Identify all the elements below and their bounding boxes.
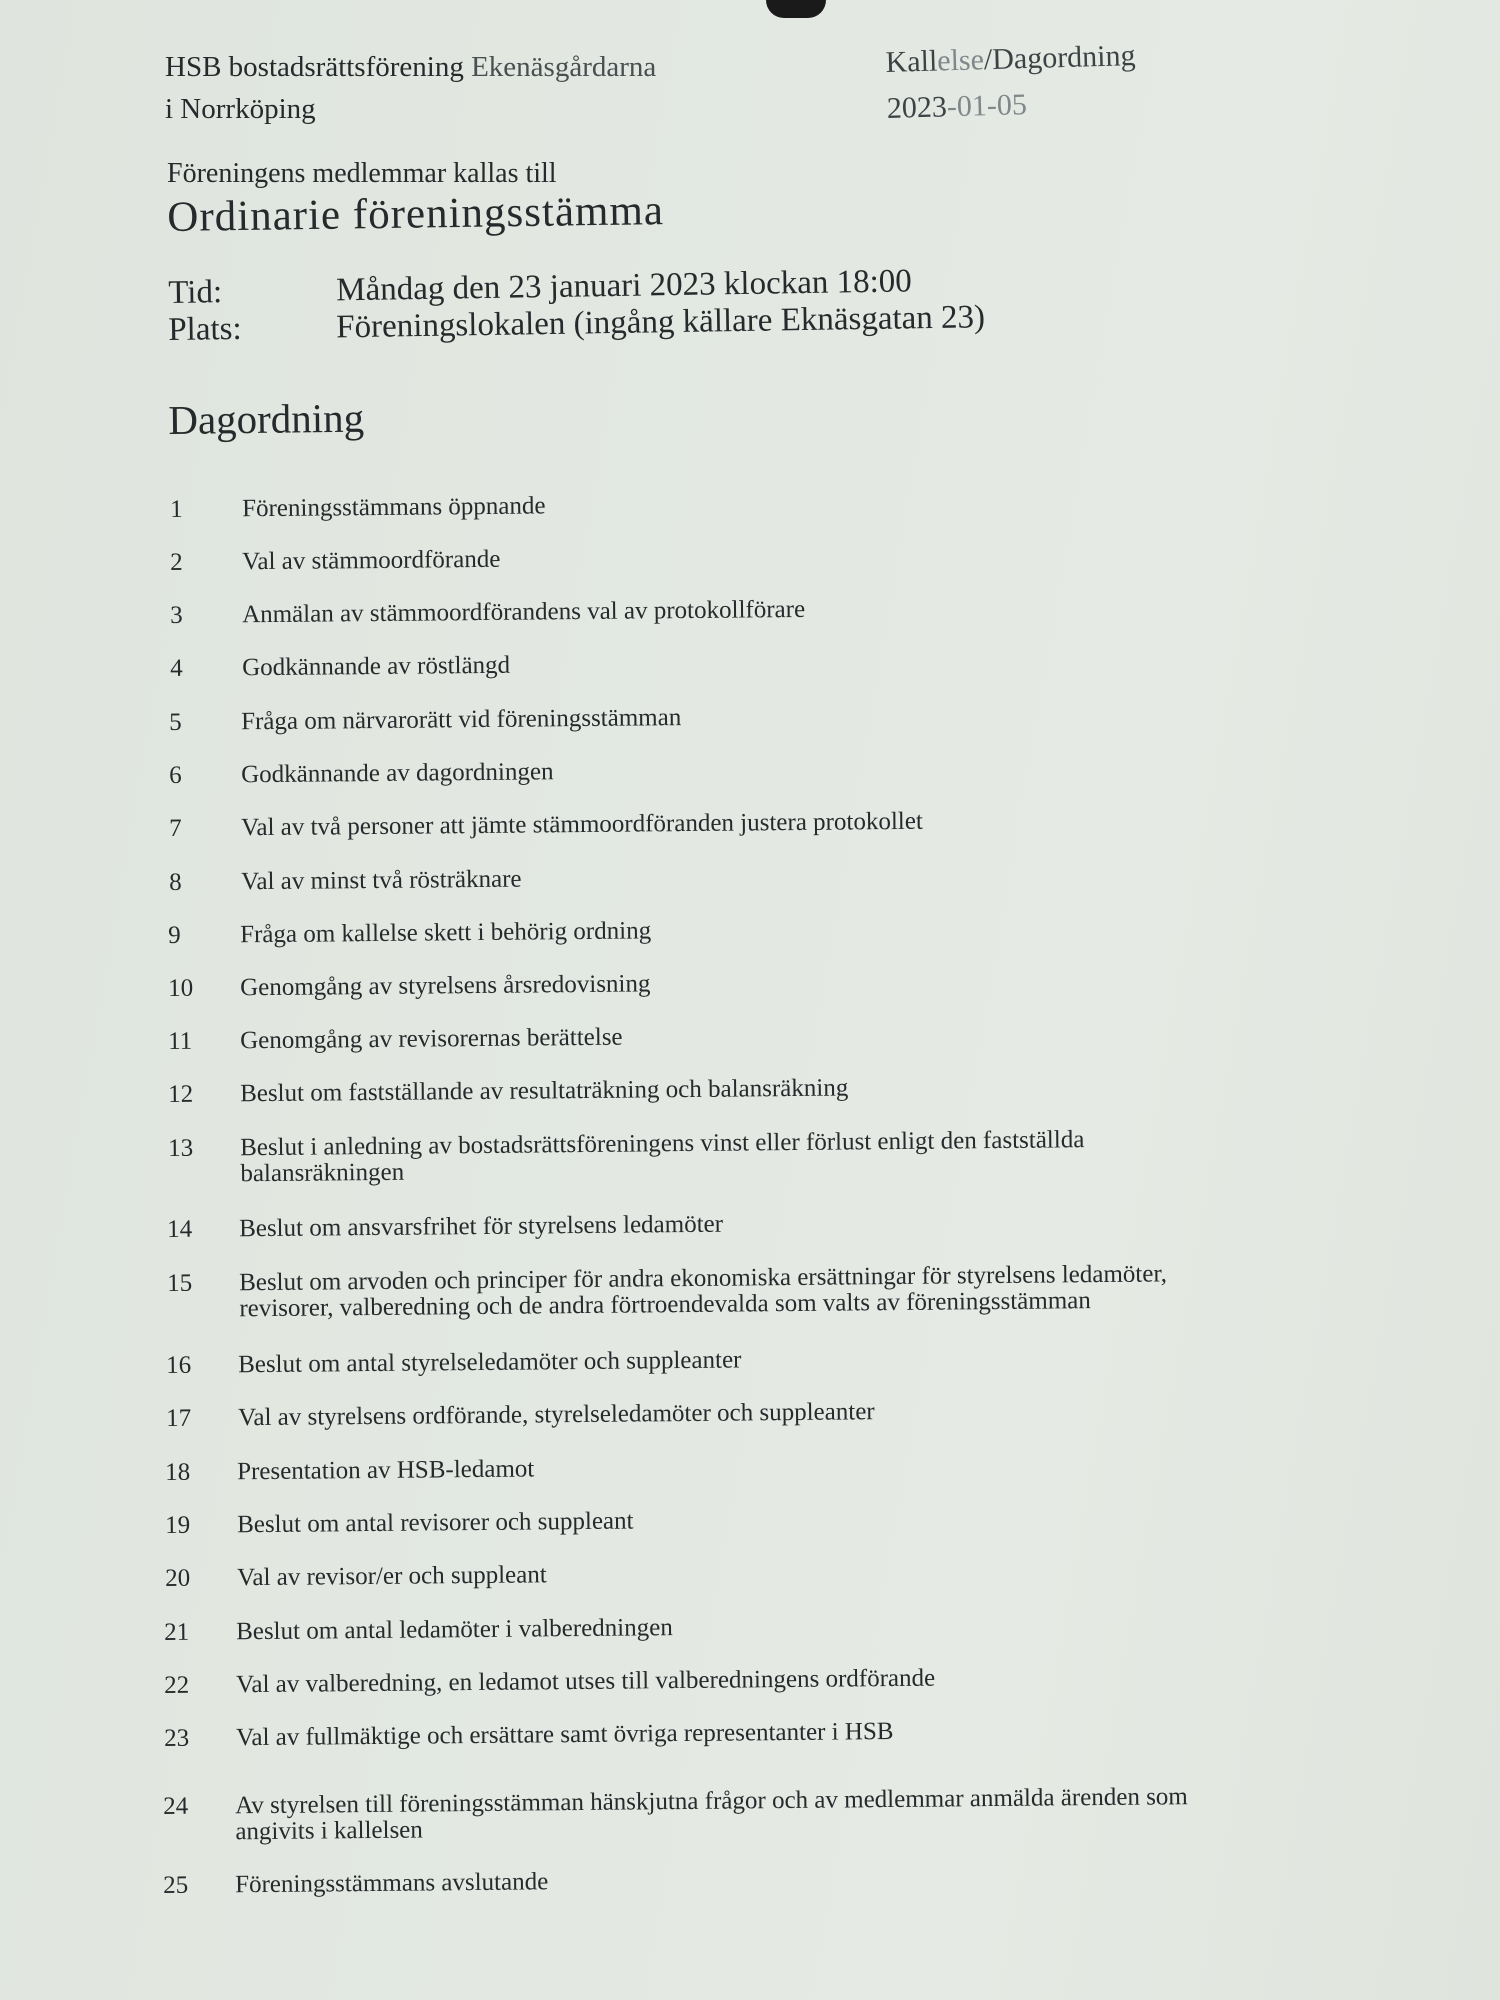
agenda-item-text-line: Anmälan av stämmoordförandens val av protokollförare <box>241 595 806 629</box>
agenda-item-text-line: balansräkningen <box>240 1158 405 1188</box>
agenda-item-number: 1 <box>169 495 183 523</box>
agenda-item-text-line: Beslut om arvoden och principer för andra ekonomiska ersättningar för styrelsens ledamöter, <box>238 1260 1168 1297</box>
agenda-item-text <box>240 1127 1085 1187</box>
agenda-item-number: 4 <box>169 654 183 682</box>
agenda-item-text <box>236 1719 894 1751</box>
agenda-item-text-line: Beslut om antal ledamöter i valberedningen <box>235 1614 673 1646</box>
agenda-item <box>164 1666 935 1699</box>
agenda-item-text <box>242 597 805 628</box>
agenda-item-number: 23 <box>163 1724 190 1752</box>
agenda-item-number: 22 <box>163 1671 190 1699</box>
time-value: Måndag den 23 januari 2023 klockan 18:00 <box>335 263 913 309</box>
agenda-item-number: 19 <box>164 1511 191 1539</box>
agenda-item <box>170 653 510 682</box>
agenda-item <box>165 1562 547 1592</box>
agenda-item-number: 5 <box>168 708 182 736</box>
agenda-item-text <box>236 1666 935 1699</box>
agenda-item-text-line: Beslut om fastställande av resultaträkning och balansräkning <box>239 1074 849 1108</box>
agenda-item-text <box>238 1347 742 1378</box>
agenda-item <box>166 1399 875 1432</box>
agenda-item-text <box>240 1075 848 1107</box>
place-value: Föreningslokalen (ingång källare Eknäsgatan 23) <box>335 299 986 346</box>
agenda-item <box>163 1869 548 1899</box>
agenda-item-text-line: Val av revisor/er och suppleant <box>236 1561 547 1592</box>
agenda-item-text-line: revisorer, valberedning och de andra förtroendevalda som valts av föreningsstämman <box>239 1287 1091 1323</box>
agenda-item-text <box>235 1869 548 1898</box>
time-label: Tid: <box>168 274 223 311</box>
agenda-item <box>168 1127 1085 1188</box>
agenda-item-text <box>240 1025 623 1055</box>
agenda-item-text <box>237 1509 634 1539</box>
agenda-item-text <box>239 1261 1167 1322</box>
meeting-title: Ordinarie föreningsstämma <box>167 187 665 241</box>
agenda-item-text-line: Val av valberedning, en ledamot utses till valberedningens ordförande <box>235 1664 936 1699</box>
agenda-item-text <box>238 1399 875 1431</box>
agenda-item-number: 14 <box>166 1215 193 1243</box>
agenda-item-number: 15 <box>166 1269 193 1297</box>
agenda-item-text-line: Genomgång av styrelsens årsredovisning <box>239 970 651 1002</box>
agenda-item-text-line: Val av stämmoordförande <box>241 545 501 576</box>
agenda-item-number: 2 <box>169 548 183 576</box>
agenda-item-text-line: Fråga om kallelse skett i behörig ordning <box>239 917 652 949</box>
agenda-item-text <box>242 653 510 682</box>
agenda-item <box>168 1025 623 1055</box>
agenda-item-text <box>242 493 546 522</box>
agenda-item <box>167 1212 723 1243</box>
agenda-item-text <box>240 971 651 1001</box>
agenda-item <box>168 971 651 1002</box>
agenda-item-text-line: Godkännande av dagordningen <box>240 758 554 789</box>
agenda-item-text <box>241 867 522 896</box>
agenda-item-text-line: Val av minst två rösträknare <box>240 865 522 896</box>
document-date: 2023-01-05 <box>886 88 1028 125</box>
agenda-item-text-line: Av styrelsen till föreningsstämman hänskjutna frågor och av medlemmar anmälda ärenden som <box>234 1783 1188 1820</box>
agenda-item <box>170 547 501 576</box>
agenda-item <box>165 1509 634 1539</box>
agenda-heading: Dagordning <box>168 394 365 443</box>
agenda-item-text <box>237 1456 534 1485</box>
agenda-item-text-line: angivits i kallelsen <box>235 1816 423 1846</box>
agenda-item-text <box>241 759 554 788</box>
document-type: Kallelse/Dagordning <box>885 39 1136 79</box>
agenda-item <box>165 1456 534 1486</box>
agenda-item-text-line: Genomgång av revisorernas berättelse <box>239 1023 623 1055</box>
agenda-item-number: 20 <box>164 1564 191 1592</box>
agenda-item-number: 21 <box>163 1618 190 1646</box>
agenda-item <box>164 1719 894 1752</box>
agenda-item-number: 3 <box>169 601 183 629</box>
agenda-item-text-line: Beslut om antal revisorer och suppleant <box>236 1507 634 1539</box>
invite-text: Föreningens medlemmar kallas till <box>167 158 557 189</box>
agenda-item-text-line: Beslut om ansvarsfrihet för styrelsens ledamöter <box>238 1210 724 1243</box>
agenda-item <box>170 493 546 523</box>
agenda-item-number: 24 <box>162 1792 189 1820</box>
org-name-line1: HSB bostadsrättsförening Ekenäsgårdarna <box>165 51 657 83</box>
agenda-item-number: 25 <box>162 1871 189 1899</box>
agenda-item-number: 9 <box>167 921 181 949</box>
agenda-item <box>169 705 681 736</box>
agenda-item-text-line: Val av två personer att jämte stämmoordföranden justera protokollet <box>240 807 923 842</box>
agenda-item-text <box>241 809 923 842</box>
agenda-item-number: 12 <box>167 1080 194 1108</box>
agenda-item-number: 17 <box>165 1404 192 1432</box>
agenda-item <box>164 1615 673 1646</box>
agenda-item <box>168 918 651 949</box>
agenda-item-number: 10 <box>167 974 194 1002</box>
agenda-item-number: 18 <box>164 1458 191 1486</box>
agenda-item <box>169 809 923 842</box>
agenda-item-text <box>242 547 501 575</box>
agenda-item-text-line: Föreningsstämmans avslutande <box>234 1868 549 1899</box>
agenda-item <box>168 1075 848 1108</box>
agenda-item-number: 7 <box>168 814 182 842</box>
org-name-line2: i Norrköping <box>165 93 316 125</box>
agenda-item-text-line: Presentation av HSB-ledamot <box>236 1455 535 1486</box>
agenda-item-text <box>236 1615 673 1645</box>
agenda-item-text-line: Val av styrelsens ordförande, styrelseledamöter och suppleanter <box>237 1398 875 1432</box>
agenda-item <box>170 597 805 629</box>
agenda-item-number: 6 <box>168 761 182 789</box>
agenda-item-text <box>240 918 651 948</box>
agenda-item <box>163 1784 1188 1846</box>
agenda-item-text <box>235 1784 1188 1845</box>
agenda-item-text-line: Beslut om antal styrelseledamöter och suppleanter <box>237 1346 742 1379</box>
agenda-item-number: 11 <box>167 1027 193 1055</box>
agenda-item-text-line: Föreningsstämmans öppnande <box>241 492 546 523</box>
place-label: Plats: <box>168 310 242 348</box>
agenda-item <box>167 1261 1167 1323</box>
agenda-item-text-line: Beslut i anledning av bostadsrättsföreningens vinst eller förlust enligt den fastställda <box>239 1126 1085 1162</box>
agenda-item-number: 8 <box>168 868 182 896</box>
agenda-item <box>169 867 522 896</box>
agenda-item <box>166 1347 742 1379</box>
agenda-item-number: 16 <box>165 1351 192 1379</box>
agenda-item-text <box>241 705 681 735</box>
agenda-item-text-line: Val av fullmäktige och ersättare samt övriga representanter i HSB <box>235 1717 894 1752</box>
agenda-item-text-line: Godkännande av röstlängd <box>241 651 511 682</box>
agenda-item-number: 13 <box>167 1134 194 1162</box>
agenda-item-text-line: Fråga om närvarorätt vid föreningsstämman <box>240 704 682 736</box>
agenda-item <box>169 759 554 789</box>
org-name-faded: Ekenäsgårdarna <box>471 51 657 83</box>
agenda-item-text <box>239 1212 723 1243</box>
agenda-item-text <box>237 1562 547 1591</box>
